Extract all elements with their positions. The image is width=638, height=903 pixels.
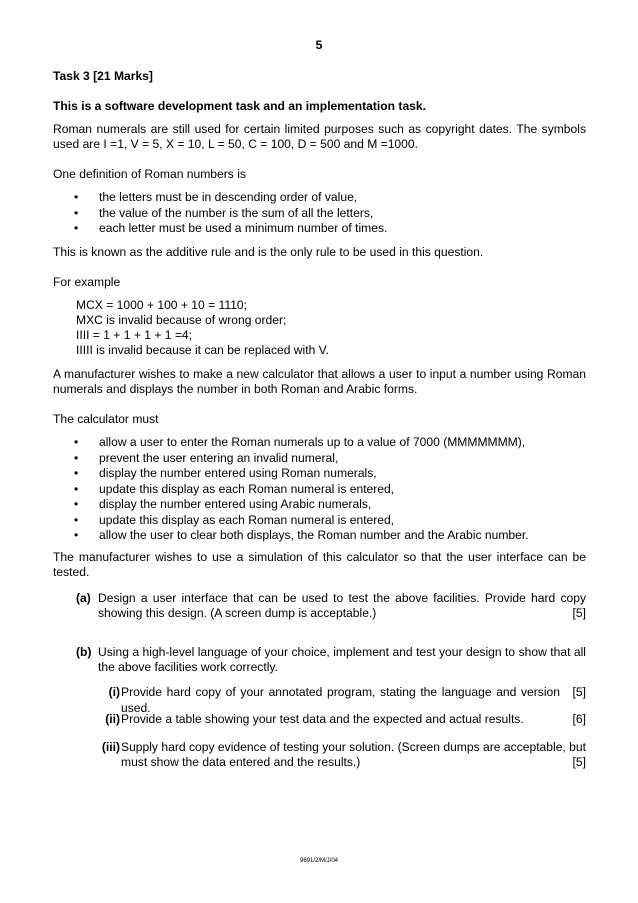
definition-intro: One definition of Roman numbers is	[53, 167, 246, 181]
additive-rule: This is known as the additive rule and is the only rule to be used in this question.	[53, 245, 484, 259]
list-item: • display the number entered using Arabic numerals,	[74, 497, 372, 511]
part-b-ii-label: (ii)	[105, 712, 120, 726]
part-b-iii-label: (iii)	[101, 740, 120, 754]
bullet-icon: •	[74, 190, 79, 204]
bullet-icon: •	[74, 435, 79, 449]
part-b-ii-mark: [6]	[572, 712, 586, 726]
question-part-b	[76, 645, 586, 676]
part-b-iii-mark: [5]	[572, 755, 586, 769]
manufacturer-line-1: A manufacturer wishes to make a new calculator that allows a user to input a number using Roman	[53, 367, 586, 381]
list-item: • update this display as each Roman numeral is entered,	[74, 481, 395, 496]
example-line: MCX = 1000 + 100 + 10 = 1110;	[76, 298, 248, 312]
simulation-line-2: tested.	[53, 565, 90, 579]
part-b-i-mark: [5]	[572, 685, 586, 699]
part-a-mark: [5]	[572, 606, 586, 620]
bullet-icon: •	[74, 512, 79, 527]
part-b-iii-line-1: Supply hard copy evidence of testing your solution. (Screen dumps are acceptable, but	[121, 740, 586, 754]
list-item: • the value of the number is the sum of all the letters,	[74, 205, 374, 220]
question-part-a	[76, 591, 586, 622]
list-item: • display the number entered using Roman numerals,	[74, 466, 377, 480]
bullet-icon: •	[74, 497, 79, 511]
intro-line-2: used are I =1, V = 5, X = 10, L = 50, C = 100, D = 500 and M =1000.	[53, 137, 418, 151]
part-a-line-1: Design a user interface that can be used to test the above facilities. Provide hard copy	[98, 591, 586, 605]
part-a-label: (a)	[76, 591, 91, 605]
list-item: • allow the user to clear both displays, the Roman number and the Arabic number.	[74, 528, 529, 542]
list-item: • update this display as each Roman numeral is entered,	[74, 512, 395, 527]
list-item: • prevent the user entering an invalid numeral,	[74, 450, 339, 465]
bullet-icon: •	[74, 481, 79, 496]
bullet-icon: •	[74, 450, 79, 465]
task-title: Task 3 [21 Marks]	[53, 69, 153, 83]
page-number: 5	[315, 38, 323, 52]
footer-code: 9691/2/M/J/04	[299, 858, 339, 864]
bullet-icon: •	[74, 221, 79, 235]
part-b-label: (b)	[76, 645, 92, 659]
bullet-icon: •	[74, 528, 79, 542]
list-item: • each letter must be used a minimum number of times.	[74, 221, 388, 235]
example-line: IIII = 1 + 1 + 1 + 1 =4;	[76, 328, 192, 342]
task-subtitle: This is a software development task and an implementation task.	[53, 99, 426, 113]
part-a-line-2: showing this design. (A screen dump is acceptable.)	[98, 606, 377, 620]
part-b-iii-line-2: must show the data entered and the results.)	[121, 755, 361, 769]
list-item: • allow a user to enter the Roman numerals up to a value of 7000 (MMMMMMM),	[74, 435, 526, 449]
part-b-line-1: Using a high-level language of your choice, implement and test your design to show that all	[98, 645, 586, 659]
part-b-line-2: the above facilities work correctly.	[98, 660, 278, 674]
list-item: • the letters must be in descending order of value,	[74, 190, 358, 204]
part-b-i-label: (i)	[108, 685, 120, 699]
intro-line-1: Roman numerals are still used for certain limited purposes such as copyright dates. The symbols	[53, 122, 586, 136]
question-part-b-i	[96, 685, 586, 715]
part-b-ii-line-1: Provide a table showing your test data and the expected and actual results.	[121, 712, 524, 726]
question-part-b-ii	[96, 712, 586, 728]
bullet-icon: •	[74, 466, 79, 480]
bullet-icon: •	[74, 205, 79, 220]
example-line: IIIII is invalid because it can be replaced with V.	[76, 343, 329, 357]
simulation-line-1: The manufacturer wishes to use a simulation of this calculator so that the user interface can be	[53, 550, 586, 564]
manufacturer-line-2: numerals and displays the number in both Roman and Arabic forms.	[53, 382, 418, 396]
part-b-i-line-1: Provide hard copy of your annotated program, stating the language and version used.	[121, 685, 560, 715]
for-example: For example	[53, 275, 121, 289]
question-part-b-iii	[96, 740, 586, 771]
calculator-must: The calculator must	[53, 412, 159, 426]
calculator-requirements-list	[74, 435, 586, 544]
example-line: MXC is invalid because of wrong order;	[76, 313, 287, 327]
definition-list	[74, 190, 586, 237]
